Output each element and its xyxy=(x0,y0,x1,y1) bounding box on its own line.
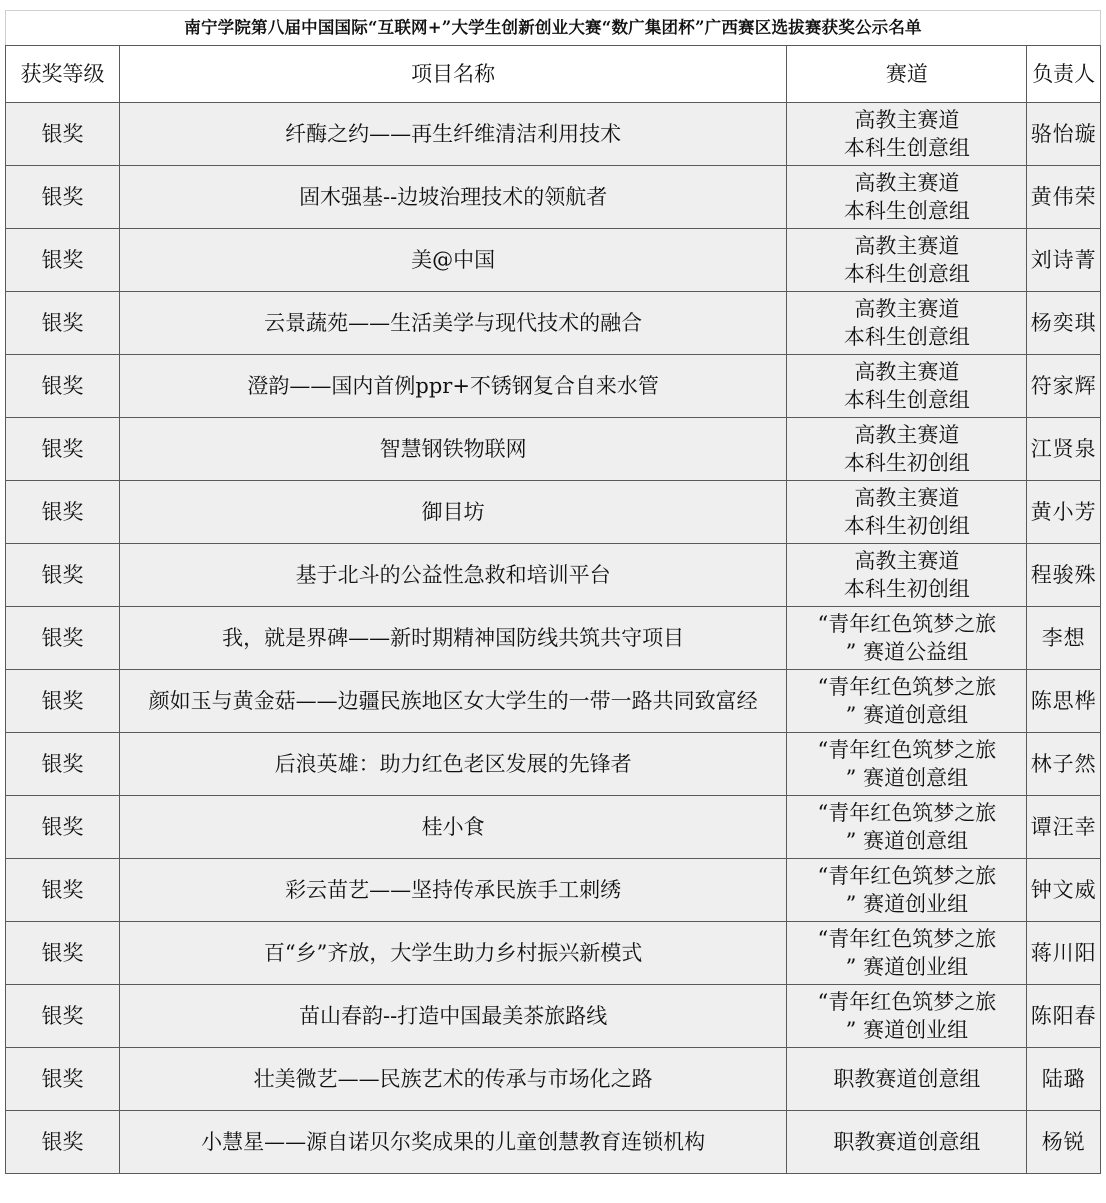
project-name-cell: 小慧星——源自诺贝尔奖成果的儿童创慧教育连锁机构 xyxy=(119,1111,786,1174)
owner-cell: 李想 xyxy=(1027,607,1101,670)
track-cell xyxy=(787,292,1027,355)
track-cell xyxy=(787,922,1027,985)
header-project-name: 项目名称 xyxy=(119,46,786,103)
project-name-cell: 纤酶之约——再生纤维清洁利用技术 xyxy=(119,103,786,166)
track-line: 高教主赛道 xyxy=(854,108,960,132)
track-line: ” 赛道创意组 xyxy=(845,766,969,790)
project-name-cell: 固木强基--边坡治理技术的领航者 xyxy=(119,166,786,229)
project-name-cell: 后浪英雄：助力红色老区发展的先锋者 xyxy=(119,733,786,796)
project-name-cell: 美@中国 xyxy=(119,229,786,292)
track-line: ” 赛道创业组 xyxy=(845,892,969,916)
track-cell xyxy=(787,166,1027,229)
award-level-cell: 银奖 xyxy=(6,922,120,985)
track-cell xyxy=(787,607,1027,670)
project-name-cell: 澄韵——国内首例ppr+不锈钢复合自来水管 xyxy=(119,355,786,418)
table-row xyxy=(6,670,1101,733)
award-level-cell: 银奖 xyxy=(6,103,120,166)
header-track: 赛道 xyxy=(787,46,1027,103)
project-name-cell: 颜如玉与黄金菇——边疆民族地区女大学生的一带一路共同致富经 xyxy=(119,670,786,733)
owner-cell: 刘诗菁 xyxy=(1027,229,1101,292)
award-level-cell: 银奖 xyxy=(6,733,120,796)
track-cell xyxy=(787,670,1027,733)
track-line: 本科生初创组 xyxy=(843,514,970,538)
track-line: “青年红色筑梦之旅 xyxy=(817,612,997,636)
track-line: “青年红色筑梦之旅 xyxy=(817,738,997,762)
page-title: 南宁学院第八届中国国际“互联网+”大学生创新创业大赛“数广集团杯”广西赛区选拔赛获奖公示名单 xyxy=(5,10,1101,45)
track-cell xyxy=(787,544,1027,607)
award-level-cell: 银奖 xyxy=(6,670,120,733)
owner-cell: 符家辉 xyxy=(1027,355,1101,418)
track-cell xyxy=(787,1111,1027,1174)
award-table xyxy=(5,45,1101,1174)
track-line: ” 赛道公益组 xyxy=(845,640,969,664)
track-cell xyxy=(787,418,1027,481)
track-line: ” 赛道创意组 xyxy=(845,703,969,727)
award-level-cell: 银奖 xyxy=(6,1111,120,1174)
owner-cell: 陈思桦 xyxy=(1027,670,1101,733)
award-level-cell: 银奖 xyxy=(6,859,120,922)
table-row xyxy=(6,922,1101,985)
track-line: 本科生创意组 xyxy=(843,325,970,349)
owner-cell: 蒋川阳 xyxy=(1027,922,1101,985)
table-row xyxy=(6,292,1101,355)
table-row xyxy=(6,796,1101,859)
track-cell xyxy=(787,355,1027,418)
track-line: 高教主赛道 xyxy=(854,297,960,321)
track-line: 本科生初创组 xyxy=(843,451,970,475)
table-row xyxy=(6,481,1101,544)
project-name-cell: 百“乡”齐放，大学生助力乡村振兴新模式 xyxy=(119,922,786,985)
track-line: “青年红色筑梦之旅 xyxy=(817,864,997,888)
award-level-cell: 银奖 xyxy=(6,481,120,544)
track-line: “青年红色筑梦之旅 xyxy=(817,990,997,1014)
track-cell xyxy=(787,481,1027,544)
table-row xyxy=(6,607,1101,670)
owner-cell: 谭汪幸 xyxy=(1027,796,1101,859)
award-level-cell: 银奖 xyxy=(6,985,120,1048)
track-line: 高教主赛道 xyxy=(854,171,960,195)
project-name-cell: 云景蔬苑——生活美学与现代技术的融合 xyxy=(119,292,786,355)
project-name-cell: 彩云苗艺——坚持传承民族手工刺绣 xyxy=(119,859,786,922)
track-line: 职教赛道创意组 xyxy=(833,1130,981,1154)
project-name-cell: 御目坊 xyxy=(119,481,786,544)
owner-cell: 林子然 xyxy=(1027,733,1101,796)
award-level-cell: 银奖 xyxy=(6,607,120,670)
track-line: 本科生初创组 xyxy=(843,577,970,601)
owner-cell: 杨锐 xyxy=(1027,1111,1101,1174)
owner-cell: 江贤泉 xyxy=(1027,418,1101,481)
table-row xyxy=(6,985,1101,1048)
owner-cell: 黄伟荣 xyxy=(1027,166,1101,229)
table-row xyxy=(6,418,1101,481)
owner-cell: 钟文威 xyxy=(1027,859,1101,922)
project-name-cell: 智慧钢铁物联网 xyxy=(119,418,786,481)
header-owner: 负责人 xyxy=(1027,46,1101,103)
table-header-row xyxy=(6,46,1101,103)
track-cell xyxy=(787,796,1027,859)
project-name-cell: 基于北斗的公益性急救和培训平台 xyxy=(119,544,786,607)
track-cell xyxy=(787,103,1027,166)
award-level-cell: 银奖 xyxy=(6,166,120,229)
owner-cell: 程骏殊 xyxy=(1027,544,1101,607)
track-line: ” 赛道创业组 xyxy=(845,1018,969,1042)
table-row xyxy=(6,544,1101,607)
owner-cell: 杨奕琪 xyxy=(1027,292,1101,355)
header-award-level: 获奖等级 xyxy=(6,46,120,103)
track-line: ” 赛道创业组 xyxy=(845,955,969,979)
track-cell xyxy=(787,985,1027,1048)
table-row xyxy=(6,733,1101,796)
track-line: 本科生创意组 xyxy=(843,262,970,286)
track-line: 高教主赛道 xyxy=(854,360,960,384)
table-row xyxy=(6,103,1101,166)
track-line: 本科生创意组 xyxy=(843,136,970,160)
project-name-cell: 桂小食 xyxy=(119,796,786,859)
track-line: “青年红色筑梦之旅 xyxy=(817,675,997,699)
track-line: ” 赛道创意组 xyxy=(845,829,969,853)
award-level-cell: 银奖 xyxy=(6,292,120,355)
track-cell xyxy=(787,733,1027,796)
table-row xyxy=(6,355,1101,418)
table-row xyxy=(6,229,1101,292)
track-line: “青年红色筑梦之旅 xyxy=(817,801,997,825)
table-row xyxy=(6,166,1101,229)
track-line: 高教主赛道 xyxy=(854,423,960,447)
award-level-cell: 银奖 xyxy=(6,544,120,607)
track-line: 本科生创意组 xyxy=(843,199,970,223)
award-level-cell: 银奖 xyxy=(6,1048,120,1111)
table-body xyxy=(6,103,1101,1174)
track-cell xyxy=(787,859,1027,922)
project-name-cell: 苗山春韵--打造中国最美茶旅路线 xyxy=(119,985,786,1048)
owner-cell: 黄小芳 xyxy=(1027,481,1101,544)
table-row xyxy=(6,1048,1101,1111)
award-level-cell: 银奖 xyxy=(6,355,120,418)
award-level-cell: 银奖 xyxy=(6,796,120,859)
award-level-cell: 银奖 xyxy=(6,418,120,481)
owner-cell: 陆璐 xyxy=(1027,1048,1101,1111)
table-row xyxy=(6,1111,1101,1174)
track-line: “青年红色筑梦之旅 xyxy=(817,927,997,951)
track-line: 高教主赛道 xyxy=(854,549,960,573)
award-sheet xyxy=(5,10,1101,1174)
track-line: 职教赛道创意组 xyxy=(833,1067,981,1091)
track-line: 高教主赛道 xyxy=(854,486,960,510)
owner-cell: 陈阳春 xyxy=(1027,985,1101,1048)
table-row xyxy=(6,859,1101,922)
track-line: 本科生创意组 xyxy=(843,388,970,412)
project-name-cell: 壮美微艺——民族艺术的传承与市场化之路 xyxy=(119,1048,786,1111)
award-level-cell: 银奖 xyxy=(6,229,120,292)
track-line: 高教主赛道 xyxy=(854,234,960,258)
track-cell xyxy=(787,229,1027,292)
track-cell xyxy=(787,1048,1027,1111)
project-name-cell: 我，就是界碑——新时期精神国防线共筑共守项目 xyxy=(119,607,786,670)
owner-cell: 骆怡璇 xyxy=(1027,103,1101,166)
